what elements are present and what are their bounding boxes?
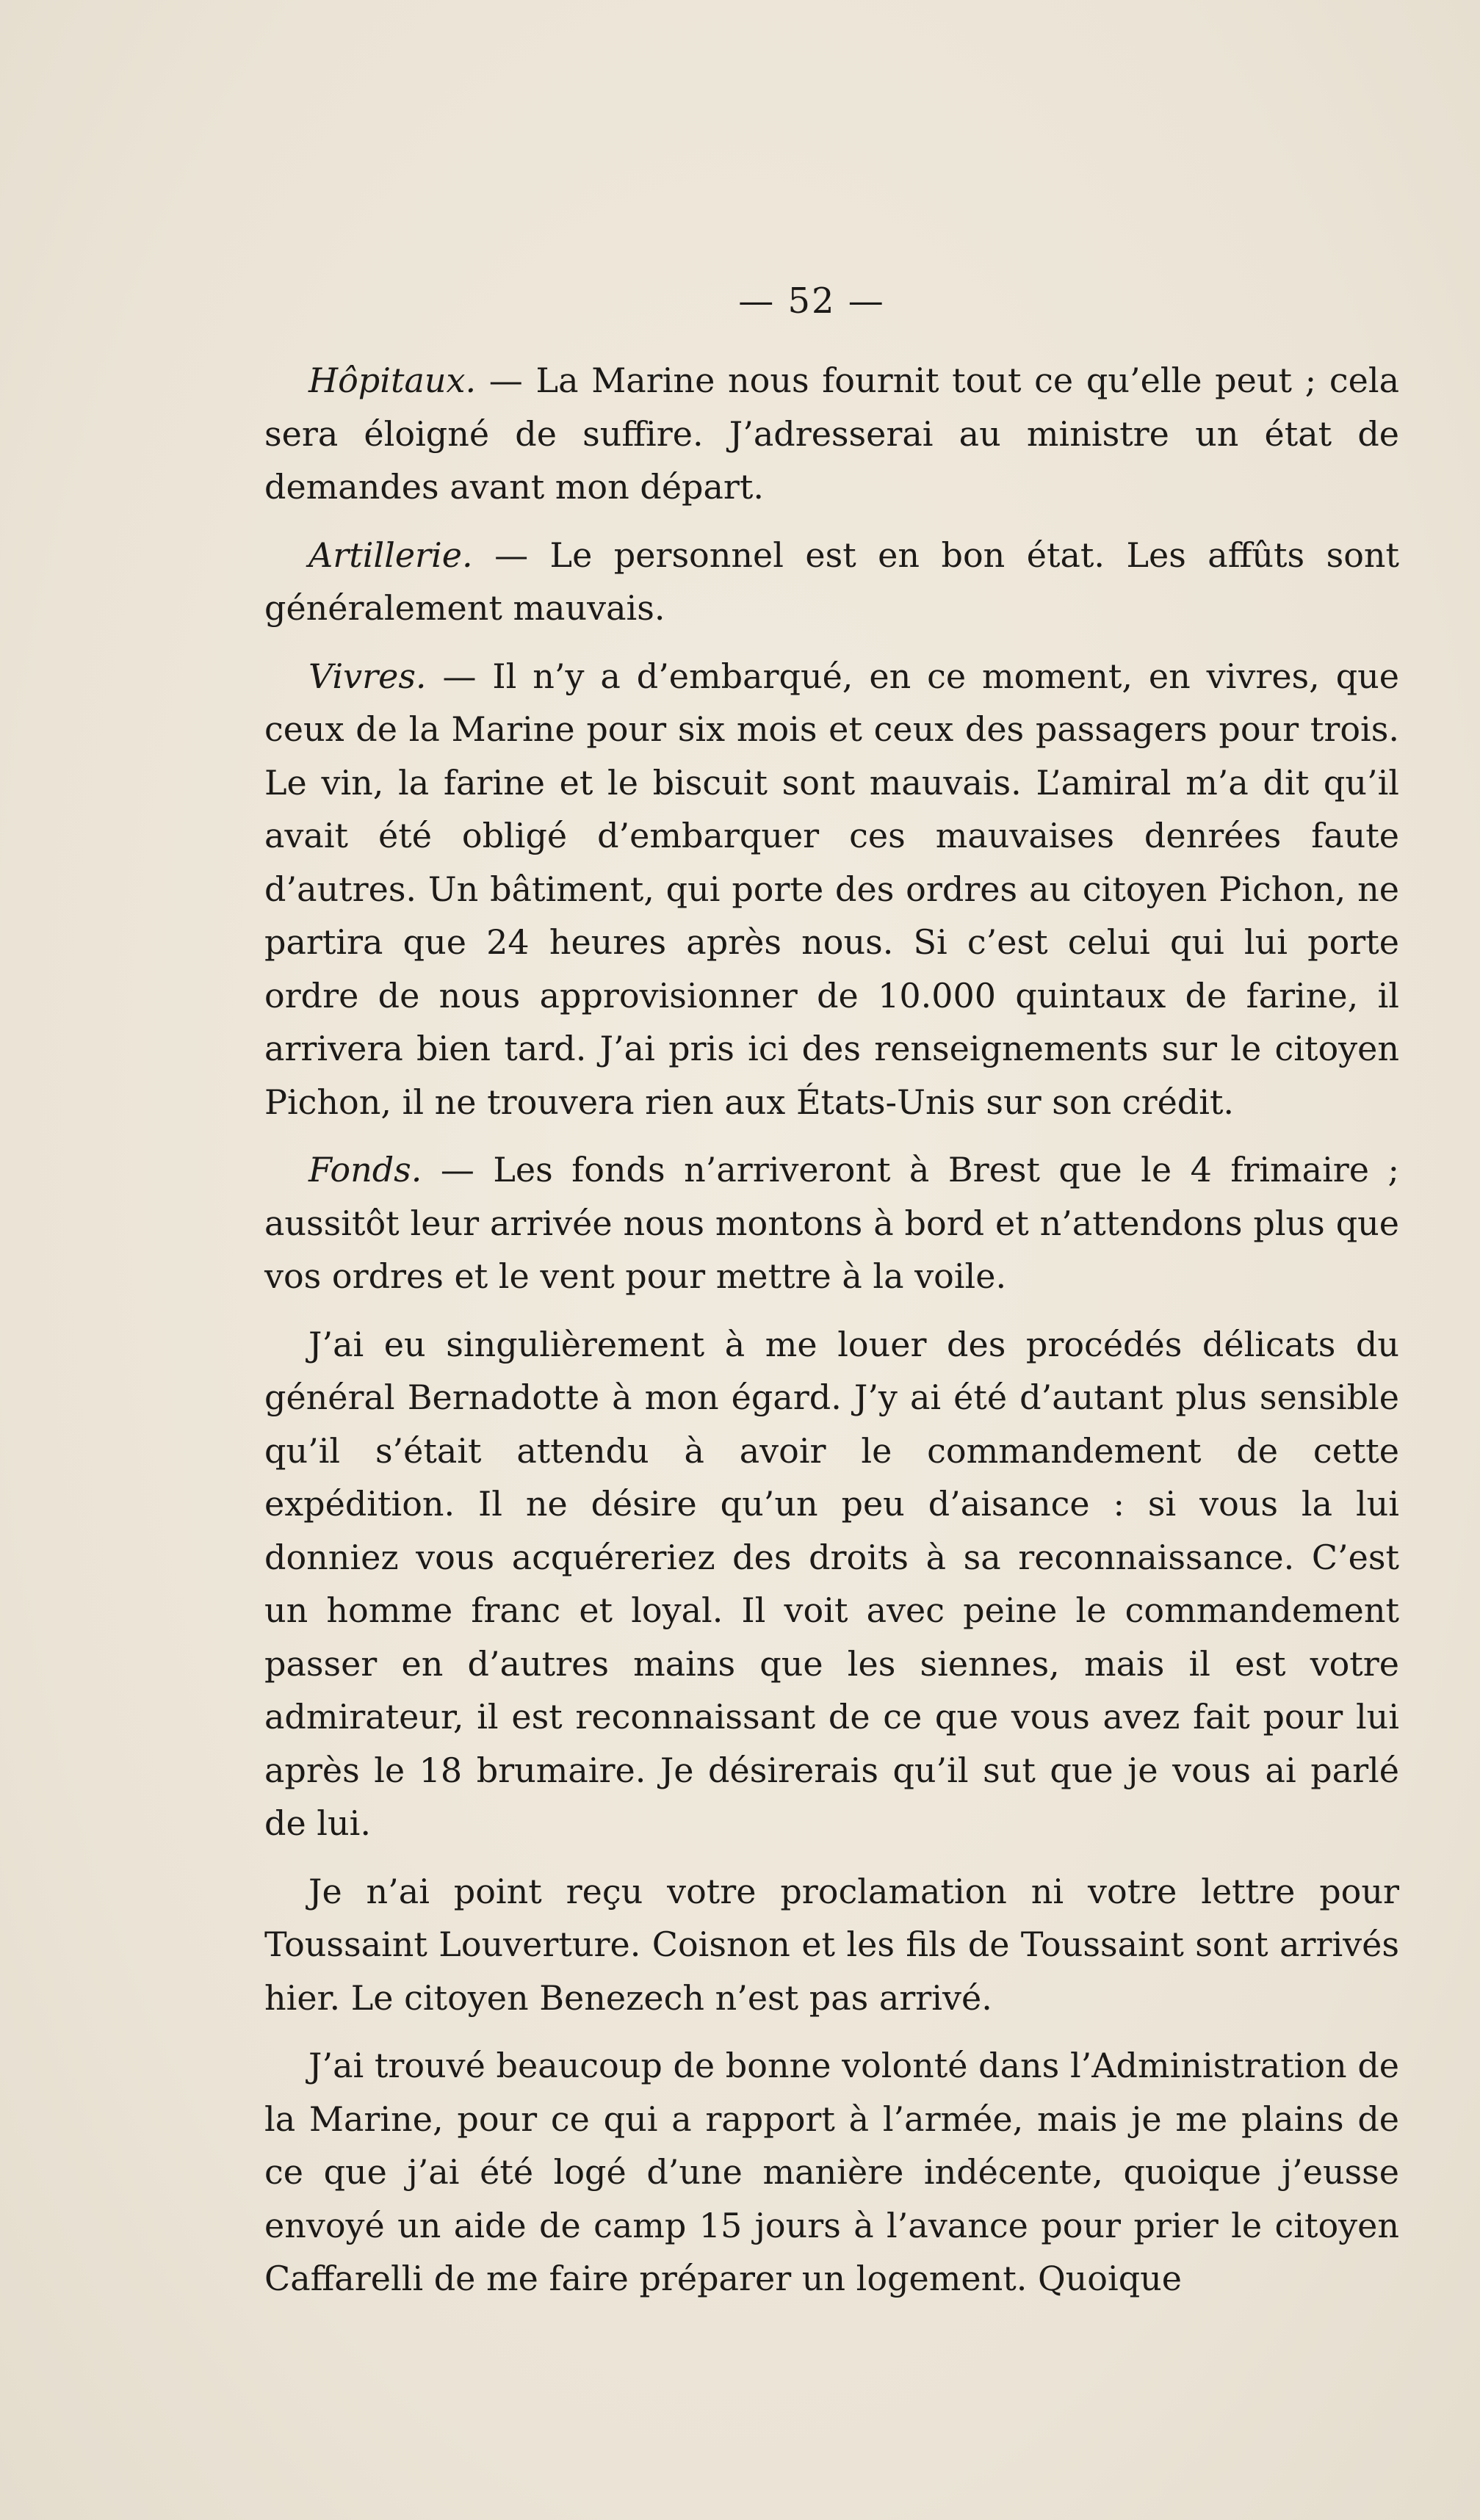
paragraph-text: — Le personnel est en bon état. Les affûts sont généralement mauvais. [264,535,1399,628]
paragraph-text: — Il n’y a d’embarqué, en ce moment, en vivres, que ceux de la Marine pour six mois et ceux des passagers pour trois. Le vin, la farine et le biscuit sont mauvais. L’amiral m’a dit qu’il avait été obligé d’embarquer ces mauvaises denrées faute d’autres. Un bâtiment, qui porte des ordres au citoyen Pichon, ne partira que 24 heures après nous. Si c’est celui qui lui porte ordre de nous approvisionner de 10.000 quintaux de farine, il arrivera bien tard. J’ai pris ici des renseignements sur le citoyen Pichon, il ne trouvera rien aux États-Unis sur son crédit. [264,656,1399,1122]
paragraph-hopitaux [264,354,1399,514]
paragraph-vivres [264,650,1399,1129]
section-label: Hôpitaux. [308,361,477,400]
paragraph-administration [264,2039,1399,2306]
paragraph-text: Je n’ai point reçu votre proclamation ni votre lettre pour Toussaint Louverture. Coisnon et les fils de Toussaint sont arrivés hier. Le citoyen Benezech n’est pas arrivé. [264,1871,1399,2018]
section-label: Fonds. [308,1150,422,1190]
section-label: Vivres. [308,656,427,696]
page-number: — 52 — [738,280,885,322]
paragraph-fonds [264,1143,1399,1303]
paragraph-bernadotte [264,1318,1399,1850]
paragraph-text: J’ai eu singulièrement à me louer des procédés délicats du général Bernadotte à mon égard. J’y ai été d’autant plus sensible qu’il s’était attendu à avoir le commandement de cette expédition. Il ne désire qu’un peu d’aisance : si vous la lui donniez vous acquéreriez des droits à sa reconnaissance. C’est un homme franc et loyal. Il voit avec peine le commandement passer en d’autres mains que les siennes, mais il est votre admirateur, il est reconnaissant de ce que vous avez fait pour lui après le 18 brumaire. Je désirerais qu’il sut que je vous ai parlé de lui. [264,1324,1399,1843]
paragraph-text: — Les fonds n’arriveront à Brest que le 4 frimaire ; aussitôt leur arrivée nous montons à bord et n’attendons plus que vos ordres et le vent pour mettre à la voile. [264,1150,1399,1296]
paragraph-text: J’ai trouvé beaucoup de bonne volonté dans l’Administration de la Marine, pour ce qui a rapport à l’armée, mais je me plains de ce que j’ai été logé d’une manière indécente, quoique j’eusse envoyé un aide de camp 15 jours à l’avance pour prier le citoyen Caffarelli de me faire préparer un logement. Quoique [264,2046,1399,2298]
paragraph-proclamation [264,1865,1399,2025]
section-label: Artillerie. [308,535,473,575]
paragraph-text: — La Marine nous fournit tout ce qu’elle peut ; cela sera éloigné de suffire. J’adresserai au ministre un état de demandes avant mon départ. [264,361,1399,507]
paragraph-artillerie [264,529,1399,635]
body-text [264,354,1399,2320]
